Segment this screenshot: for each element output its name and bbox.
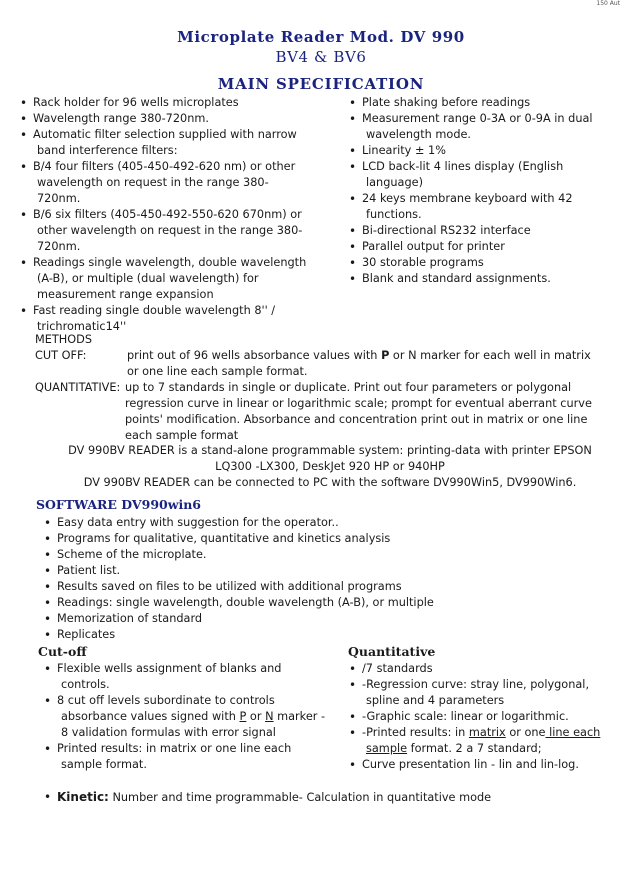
list-item (362, 95, 612, 111)
description-line: DV 990BV READER is a stand-alone programmable system: printing-data with printer EPSON (68, 444, 592, 457)
text-line: • Bi-directional RS232 interface (362, 224, 531, 237)
text-line: • B/4 four filters (405-450-492-620 nm) or other (33, 160, 296, 173)
list-item (362, 143, 612, 159)
list-item (362, 725, 612, 757)
text-line: • -Regression curve: stray line, polygonal, (362, 678, 590, 691)
list-item (33, 303, 311, 335)
text-line: controls. (61, 678, 110, 691)
description-line: LQ300 -LX300, DeskJet 920 HP or 940HP (215, 460, 445, 473)
text: -Printed results: in (362, 726, 469, 739)
software-feature-list (57, 515, 597, 643)
text-line: band interference filters: (37, 144, 178, 157)
list-item (362, 757, 612, 773)
text-line: • Wavelength range 380-720nm. (33, 112, 210, 125)
text: format. 2 a 7 standard; (407, 742, 542, 755)
text-line: regression curve in linear or logarithmic scale; prompt for eventual aberrant curve (125, 397, 592, 410)
text-line: each sample format (125, 429, 239, 442)
text: absorbance values signed with (61, 710, 240, 723)
list-item: • Easy data entry with suggestion for the operator.. (57, 515, 597, 531)
text: line each (545, 726, 601, 739)
methods-heading: METHODS (35, 333, 93, 346)
software-title: SOFTWARE DV990win6 (36, 497, 202, 512)
cutoff-feature-list (57, 661, 327, 773)
list-item: • Replicates (57, 627, 597, 643)
spec-list-left (33, 95, 311, 335)
text-line (362, 725, 612, 741)
text-line: • Fast reading single double wavelength 8'' / (33, 304, 276, 317)
text-line: • Linearity ± 1% (362, 144, 446, 157)
text-line: • Blank and standard assignments. (362, 272, 551, 285)
list-item (57, 693, 327, 741)
text: sample (366, 742, 408, 755)
methods-section (35, 332, 600, 444)
list-item (57, 661, 327, 693)
list-item (362, 271, 612, 287)
text-line: • Rack holder for 96 wells microplates (33, 96, 239, 109)
list-item (57, 741, 327, 773)
p-marker: P (381, 349, 390, 362)
reader-description (50, 443, 610, 491)
section-title-main-specification: MAIN SPECIFICATION (217, 75, 425, 93)
n-marker: N (265, 710, 274, 723)
list-item (362, 239, 612, 255)
text: or (246, 710, 266, 723)
list-item: • Programs for qualitative, quantitative and kinetics analysis (57, 531, 597, 547)
p-marker: P (239, 710, 247, 723)
method-quantitative-label: QUANTITATIVE: (35, 381, 121, 394)
text-line: wavelength on request in the range 380-720nm. (37, 176, 269, 205)
text-line: • Curve presentation lin - lin and lin-log. (362, 758, 579, 771)
cutoff-title: Cut-off (38, 644, 87, 659)
list-item: • Memorization of standard (57, 611, 597, 627)
text: marker - (273, 710, 326, 723)
corner-mark: 150 Aut (596, 0, 620, 7)
text-line: up to 7 standards in single or duplicate. Print out four parameters or polygonal (125, 381, 572, 394)
text-line: • LCD back-lit 4 lines display (English (362, 160, 564, 173)
text-line: • -Graphic scale: linear or logarithmic. (362, 710, 569, 723)
text: or one (505, 726, 546, 739)
text-line: measurement range expansion (37, 288, 214, 301)
method-cutoff (35, 348, 600, 380)
description-line: DV 990BV READER can be connected to PC with the software DV990Win5, DV990Win6. (83, 476, 577, 489)
text-line: • 30 storable programs (362, 256, 484, 269)
text-line: • Automatic filter selection supplied with narrow (33, 128, 297, 141)
text-line: • Measurement range 0-3A or 0-9A in dual (362, 112, 593, 125)
text-line: spline and 4 parameters (366, 694, 505, 707)
text-line: or one line each sample format. (127, 365, 308, 378)
list-item (33, 127, 311, 159)
spec-list-right (362, 95, 612, 287)
list-item (57, 789, 617, 806)
text: or (389, 349, 409, 362)
text: marker for each well in matrix (416, 349, 591, 362)
text-line (362, 741, 612, 757)
text-line: functions. (366, 208, 422, 221)
text-line: • Parallel output for printer (362, 240, 505, 253)
list-item (33, 111, 311, 127)
list-item: • Results saved on files to be utilized with additional programs (57, 579, 597, 595)
text-line: • Printed results: in matrix or one line each (57, 742, 292, 755)
list-item (362, 709, 612, 725)
text-line: • 24 keys membrane keyboard with 42 (362, 192, 573, 205)
text-line: language) (366, 176, 424, 189)
text: print out of 96 wells absorbance values with (127, 349, 382, 362)
text-line: trichromatic14'' (37, 320, 127, 333)
kinetic-label: Kinetic: (57, 790, 109, 804)
list-item (362, 677, 612, 709)
n-marker: N (408, 349, 417, 362)
text: matrix (468, 726, 506, 739)
kinetic-text: Number and time programmable- Calculation in quantitative mode (108, 791, 492, 804)
method-quantitative (35, 380, 600, 444)
list-item (362, 191, 612, 223)
text-line: • B/6 six filters (405-450-492-550-620 670nm) or (33, 208, 302, 221)
list-item (33, 207, 311, 255)
list-item (362, 111, 612, 143)
text-line: wavelength mode. (366, 128, 472, 141)
text-line: 720nm. (37, 240, 81, 253)
list-item (362, 159, 612, 191)
kinetic-section (57, 789, 617, 806)
text-line: other wavelength on request in the range 380- (37, 224, 303, 237)
text-line: • 8 cut off levels subordinate to controls (57, 694, 275, 707)
document-subtitle: BV4 & BV6 (275, 48, 367, 66)
text-line: • Plate shaking before readings (362, 96, 531, 109)
text-line: • /7 standards (362, 662, 433, 675)
method-quantitative-text (125, 380, 592, 444)
list-item (33, 255, 311, 303)
list-item (33, 95, 311, 111)
text-line: sample format. (61, 758, 147, 771)
text-line: (A-B), or multiple (dual wavelength) for (37, 272, 259, 285)
list-item (362, 223, 612, 239)
list-item (362, 255, 612, 271)
text-line: points' modification. Absorbance and concentration print out in matrix or one line (125, 413, 588, 426)
method-cutoff-text (127, 348, 591, 380)
document-title: Microplate Reader Mod. DV 990 (177, 28, 465, 46)
text-line (57, 709, 327, 725)
list-item: • Scheme of the microplate. (57, 547, 597, 563)
quantitative-feature-list (362, 661, 612, 773)
text-line: • Readings single wavelength, double wavelength (33, 256, 307, 269)
text-line: • Flexible wells assignment of blanks and (57, 662, 282, 675)
method-cutoff-label: CUT OFF: (35, 349, 87, 362)
list-item (33, 159, 311, 207)
quantitative-title: Quantitative (348, 644, 436, 659)
text-line: 8 validation formulas with error signal (61, 726, 276, 739)
list-item (362, 661, 612, 677)
list-item: • Patient list. (57, 563, 597, 579)
list-item: • Readings: single wavelength, double wavelength (A-B), or multiple (57, 595, 597, 611)
